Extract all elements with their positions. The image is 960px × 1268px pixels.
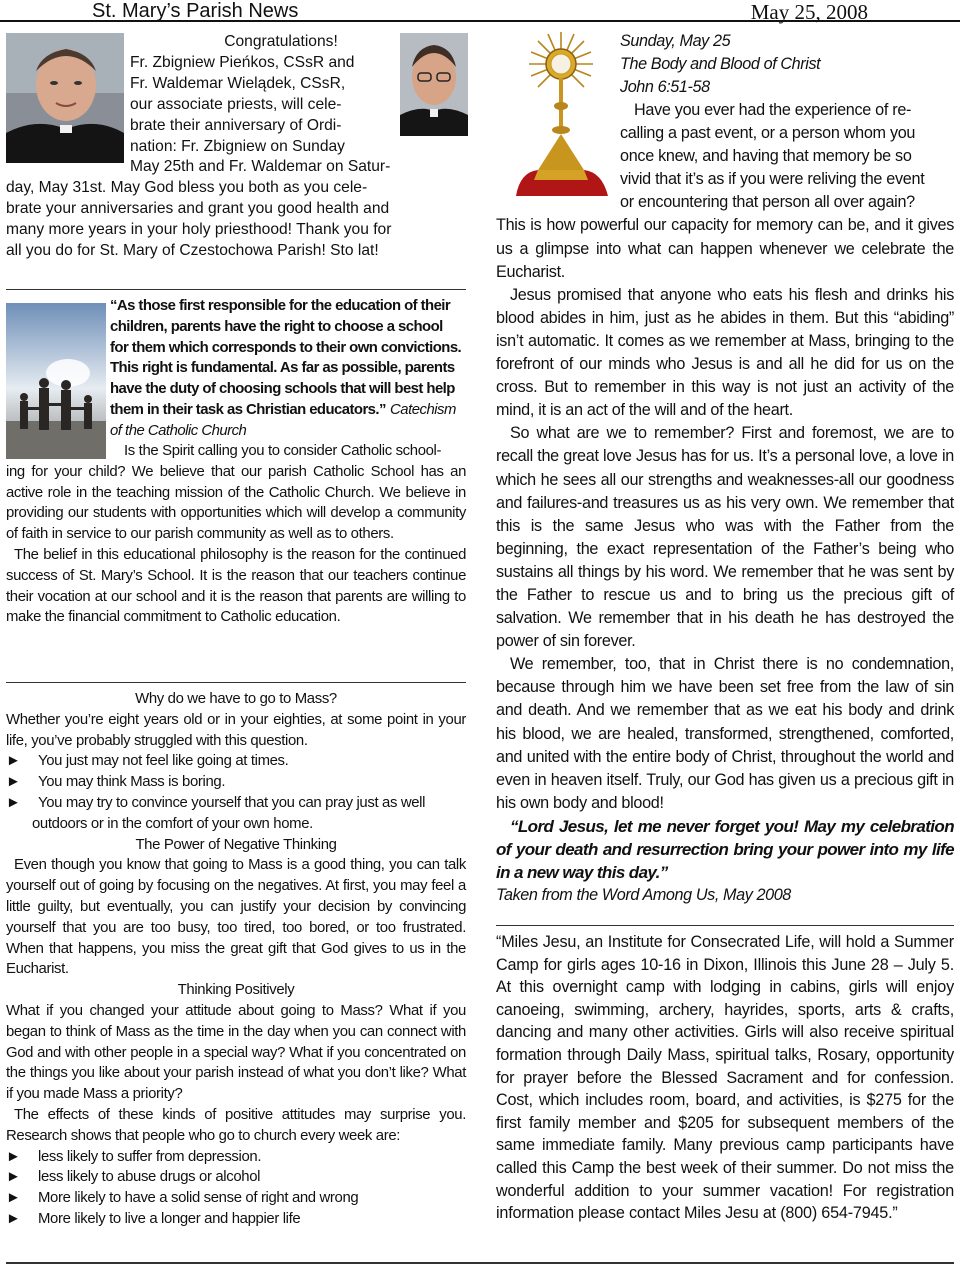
quote-source: Catechism xyxy=(390,401,456,418)
arrow-bullet-icon: ► xyxy=(6,753,21,770)
section-divider xyxy=(6,682,466,683)
congrats-line: brate their anniversary of Ordi- xyxy=(130,116,342,134)
arrow-bullet-icon: ► xyxy=(6,1169,21,1186)
arrow-bullet-icon: ► xyxy=(6,774,21,791)
quote-line: have the duty of choosing schools that will best help xyxy=(110,381,455,398)
bullet-text: More likely to live a longer and happier life xyxy=(38,1210,301,1227)
reflection-p3: So what are we to remember? First and foremost, we are to recall the great love Jesus has for us. It’s a personal love, a love in which he sees all our strengths and weaknesses-all our goodness and failures-and treasures us as his very own. We remember that this is the same Jesus who was with the Father from the beginning, the exact representation of the Father’s being who sustains all things by his word. We remember that he was sent by the Father to rescue us and to bring us the precious gift of salvation. We remember that in his death he has destroyed the power of sin forever. xyxy=(496,424,954,651)
bullet-text: less likely to suffer from depression. xyxy=(38,1148,262,1165)
masthead xyxy=(0,0,960,22)
quote-line: children, parents have the right to choose a school xyxy=(110,318,443,335)
school-p1-first: Is the Spirit calling you to consider Catholic school- xyxy=(124,443,442,459)
congrats-line: our associate priests, will cele- xyxy=(130,95,342,113)
mass-intro: Whether you’re eight years old or in your eighties, at some point in your life, you’ve probably struggled with this question. xyxy=(6,711,466,749)
sunday-date: Sunday, May 25 xyxy=(620,32,731,50)
quote-line: “As those first responsible for the education of their xyxy=(110,298,451,314)
bullet-text: less likely to abuse drugs or alcohol xyxy=(38,1169,261,1186)
mass-heading: Why do we have to go to Mass? xyxy=(135,691,337,707)
bullet-text: You may think Mass is boring. xyxy=(38,774,226,791)
bullet-continuation: outdoors or in the comfort of your own home. xyxy=(32,815,313,832)
reflection-p1-line: Have you ever had the experience of re- xyxy=(634,101,912,119)
summer-camp-notice: “Miles Jesu, an Institute for Consecrated Life, will hold a Summer Camp for girls ages 10-16 in Dixon, Illinois this June 28 – July 5. At this overnight camp with lodging in cabins, girls will enjoy canoeing, swimming, archery, hayrides, sports, arts & crafts, dancing and many other activities. Girls will also receive spiritual formation through Daily Mass, spiritual talks, Rosary, opportunity for prayer before the Blessed Sacrament and for confession. Cost, which includes room, board, and activities, is $275 for the first family member and $205 for subsequent members of the same immediate family. Many previous camp participants have called this Camp the best week of their summer. Do not miss the wonderful addition to your summer vacation! For registration information please contact Miles Jesu at (800) 654-7945.” xyxy=(496,933,954,1223)
feast-title: The Body and Blood of Christ xyxy=(620,55,821,74)
quote-line: This right is fundamental. As far as possible, parents xyxy=(110,360,455,377)
school-article xyxy=(6,441,466,628)
reflection-p1-line: vivid that it’s as if you were reliving the event xyxy=(620,170,925,189)
congrats-line: brate your anniversaries and grant you good health and xyxy=(6,200,390,218)
negative-heading: The Power of Negative Thinking xyxy=(135,836,337,853)
section-divider xyxy=(6,289,466,290)
congrats-line: Fr. Waldemar Wielądek, CSsR, xyxy=(130,74,346,92)
source-credit: Taken from the Word Among Us, May 2008 xyxy=(496,886,791,905)
effects-text: The effects of these kinds of positive attitudes may surprise you. Research shows that people who go to church every week are: xyxy=(6,1106,466,1144)
right-column xyxy=(496,30,954,1260)
congrats-line: all you do for St. Mary of Czestochowa Parish! Sto lat! xyxy=(6,242,379,260)
congratulations-heading: Congratulations! xyxy=(224,33,338,50)
closing-prayer: “Lord Jesus, let me never forget you! May my celebration of your death and resurrection bring your power into my life in a new way this day.” xyxy=(496,816,954,883)
reflection-p1-line: or encountering that person all over again? xyxy=(620,193,915,212)
quote-line: for them which corresponds to their own convictions. xyxy=(110,339,462,356)
list-item xyxy=(6,751,466,772)
section-divider xyxy=(496,925,954,926)
list-item xyxy=(6,793,466,814)
congrats-line: Fr. Zbigniew Pieńkos, CSsR and xyxy=(130,53,355,71)
list-item xyxy=(6,1147,466,1168)
positive-text: What if you changed your attitude about going to Mass? What if you began to think of Mass as the time in the day when you can connect with God and with other people in a special way? What if you concentrated on the things you like about your parish instead of what you don’t like? What if you made Mass a priority? xyxy=(6,1002,466,1103)
arrow-bullet-icon: ► xyxy=(6,1190,21,1207)
quote-source-cont: of the Catholic Church xyxy=(110,422,247,439)
school-p2: The belief in this educational philosophy is the reason for the continued success of St. Mary’s School. It is the reason that our teachers continue their vocation at our school and it is the reason that parents are willing to make the financial commitment to Catholic education. xyxy=(6,546,466,626)
left-column xyxy=(6,30,466,1260)
catechism-quote xyxy=(110,296,466,442)
bullet-text: You may try to convince yourself that you can pray just as well xyxy=(38,794,426,811)
reflection-body xyxy=(496,99,954,907)
congrats-line: nation: Fr. Zbigniew on Sunday xyxy=(130,137,345,155)
list-item xyxy=(6,772,466,793)
newsletter-title: St. Mary’s Parish News xyxy=(92,0,299,22)
congrats-line: May 25th and Fr. Waldemar on Satur- xyxy=(130,158,391,176)
congrats-line: day, May 31st. May God bless you both as you cele- xyxy=(6,179,368,197)
reflection-p2: Jesus promised that anyone who eats his flesh and drinks his blood abides in him, just as he abides in them. But this “abiding” isn’t automatic. It comes as we remember at Mass, bringing to the forefront of our minds who Jesus is and all he did for us on the cross. But to remember in this way is not just an activity of the mind, it is an act of the will and of the heart. xyxy=(496,285,954,420)
negative-text: Even though you know that going to Mass is a good thing, you can talk yourself out of going by focusing on the negatives. At first, you may feel a little guilty, but eventually, you can justify your decision by convincing yourself that you are too busy, too tired, too bored, or too frustrated. When that happens, you miss the great gift that God gives to us in the Eucharist. xyxy=(6,857,466,978)
bullet-text: You just may not feel like going at times. xyxy=(38,753,289,770)
arrow-bullet-icon: ► xyxy=(6,1210,21,1227)
reflection-p4: We remember, too, that in Christ there is no condemnation, because through him we have been set free from the law of sin and death. And we remember that as we eat his body and drink his blood, we are healed, transformed, strengthened, comforted, and united with the entire body of Christ, throughout the world and even in heaven itself. Truly, our God has given us a precious gift in his own body and blood! xyxy=(496,655,954,812)
congrats-line: many more years in your holy priesthood! Thank you for xyxy=(6,221,392,239)
arrow-bullet-icon: ► xyxy=(6,794,21,811)
reflection-p1-line: calling a past event, or a person whom you xyxy=(620,124,916,143)
list-item xyxy=(6,1209,466,1230)
reflection-p1-rest: This is how powerful our capacity for memory can be, and it gives us a glimpse into what can happen whenever we celebrate the Eucharist. xyxy=(496,216,954,281)
mass-article xyxy=(6,689,466,1230)
arrow-bullet-icon: ► xyxy=(6,1148,21,1165)
reflection-header xyxy=(620,30,954,99)
list-item xyxy=(6,1167,466,1188)
page-bottom-rule xyxy=(6,1262,954,1264)
school-p1-rest: ing for your child? We believe that our parish Catholic School has an active role in the teaching mission of the Catholic Church. We believe in providing our students with opportunities which will develop a community of faith in service to our parish community as well as to others. xyxy=(6,463,466,543)
quote-line: them in their task as Christian educators.” xyxy=(110,401,386,418)
list-item xyxy=(6,1188,466,1209)
congratulations-notice xyxy=(6,32,466,262)
family-photo xyxy=(6,303,106,459)
reflection-p1-line: once knew, and having that memory be so xyxy=(620,147,912,166)
positive-heading: Thinking Positively xyxy=(177,982,295,999)
bullet-text: More likely to have a solid sense of right and wrong xyxy=(38,1190,359,1207)
gospel-reading: John 6:51-58 xyxy=(620,78,710,97)
issue-date: May 25, 2008 xyxy=(750,0,868,24)
